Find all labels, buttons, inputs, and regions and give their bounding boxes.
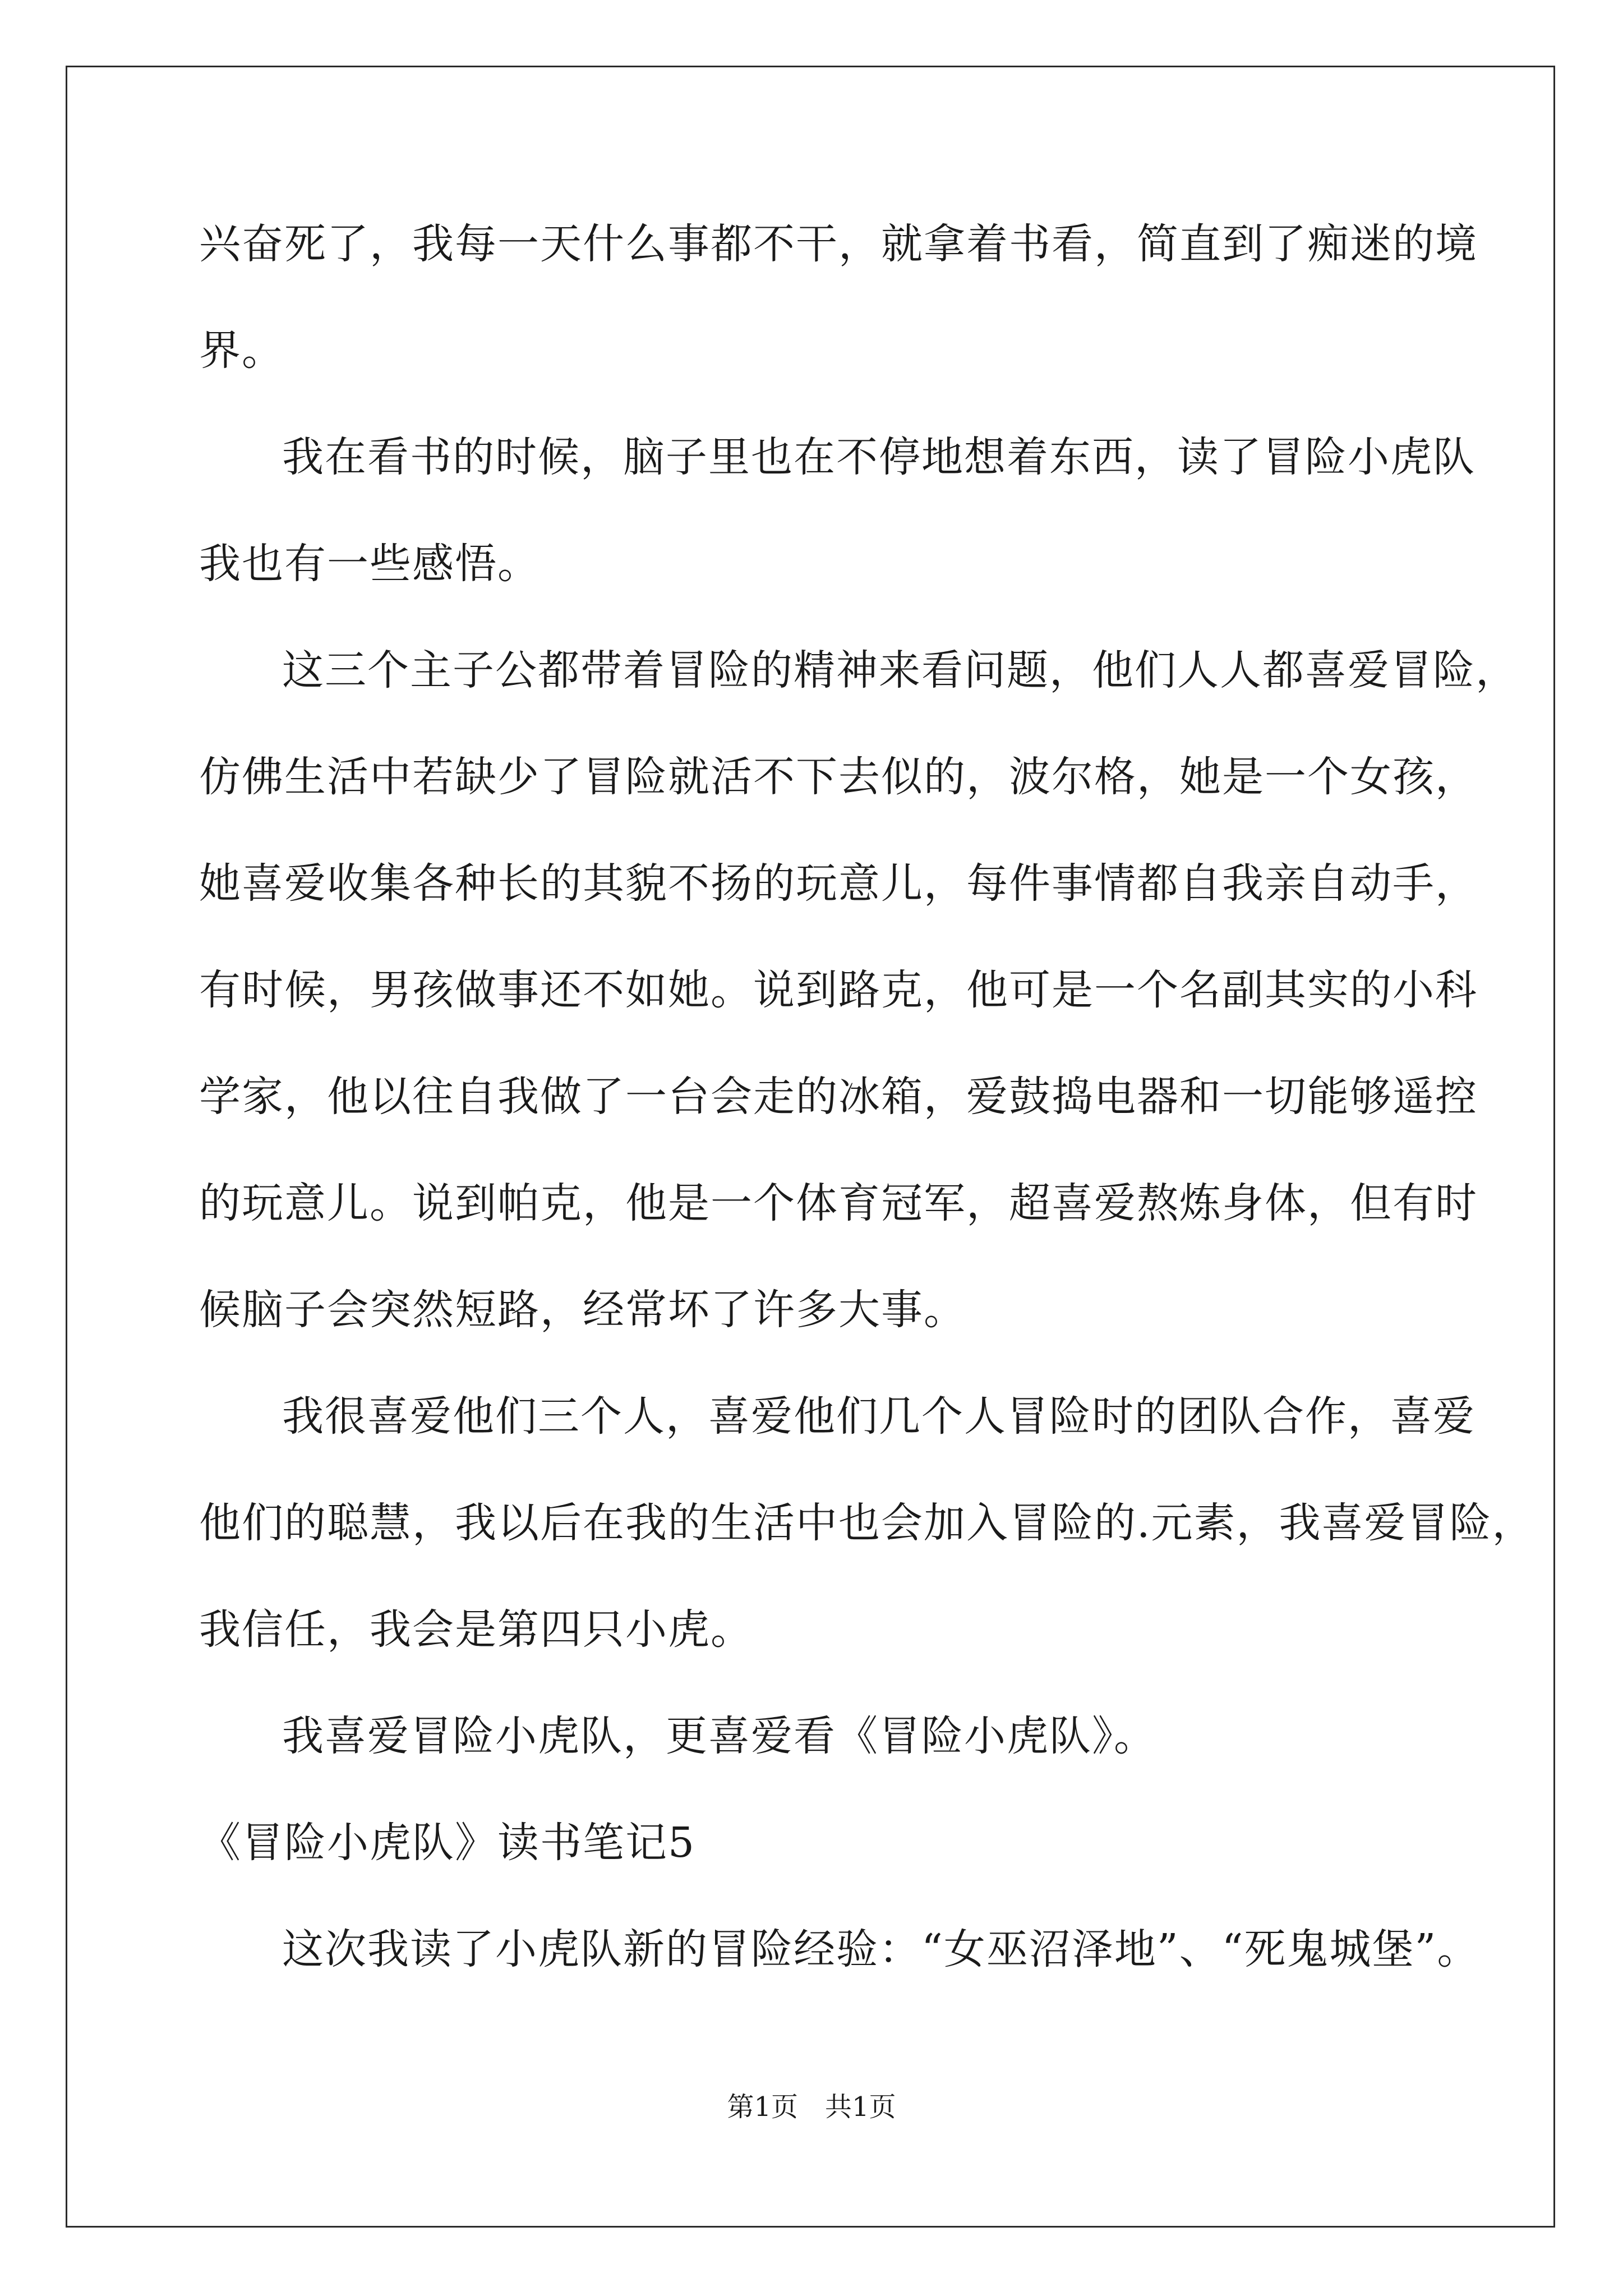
paragraph-first-line: 我喜爱冒险小虎队，更喜爱看《冒险小虎队》。	[282, 1712, 1156, 1760]
text-line: 他们的聪慧，我以后在我的生活中也会加入冒险的.元素，我喜爱冒险，	[199, 1499, 1535, 1547]
text-line: 她喜爱收集各种长的其貌不扬的玩意儿，每件事情都自我亲自动手，	[199, 859, 1478, 908]
paragraph-first-line: 这次我读了小虎队新的冒险经验：“女巫沼泽地”、“死鬼城堡”。	[282, 1925, 1480, 1973]
text-line: 学家，他以往自我做了一台会走的冰箱，爱鼓捣电器和一切能够遥控	[199, 1073, 1478, 1121]
text-line: 候脑子会突然短路，经常坏了许多大事。	[199, 1286, 966, 1334]
paragraph-first-line: 我很喜爱他们三个人，喜爱他们几个人冒险时的团队合作，喜爱	[282, 1392, 1476, 1441]
paragraph-first-line: 这三个主子公都带着冒险的精神来看问题，他们人人都喜爱冒险，	[282, 646, 1518, 694]
text-line: 我也有一些感悟。	[199, 540, 540, 588]
text-line: 兴奋死了，我每一天什么事都不干，就拿着书看，简直到了痴迷的境	[199, 220, 1478, 268]
section-heading: 《冒险小虎队》读书笔记5	[199, 1819, 696, 1867]
text-line: 的玩意儿。说到帕克，他是一个体育冠军，超喜爱熬炼身体，但有时	[199, 1179, 1478, 1227]
paragraph-first-line: 我在看书的时候，脑子里也在不停地想着东西，读了冒险小虎队	[282, 433, 1476, 481]
text-line: 我信任，我会是第四只小虎。	[199, 1605, 753, 1654]
page-border	[66, 66, 1555, 2228]
text-line: 仿佛生活中若缺少了冒险就活不下去似的，波尔格，她是一个女孩，	[199, 753, 1478, 801]
text-line: 有时候，男孩做事还不如她。说到路克，他可是一个名副其实的小科	[199, 966, 1478, 1014]
page-footer: 第1页 共1页	[727, 2091, 896, 2123]
text-line: 界。	[199, 326, 284, 375]
